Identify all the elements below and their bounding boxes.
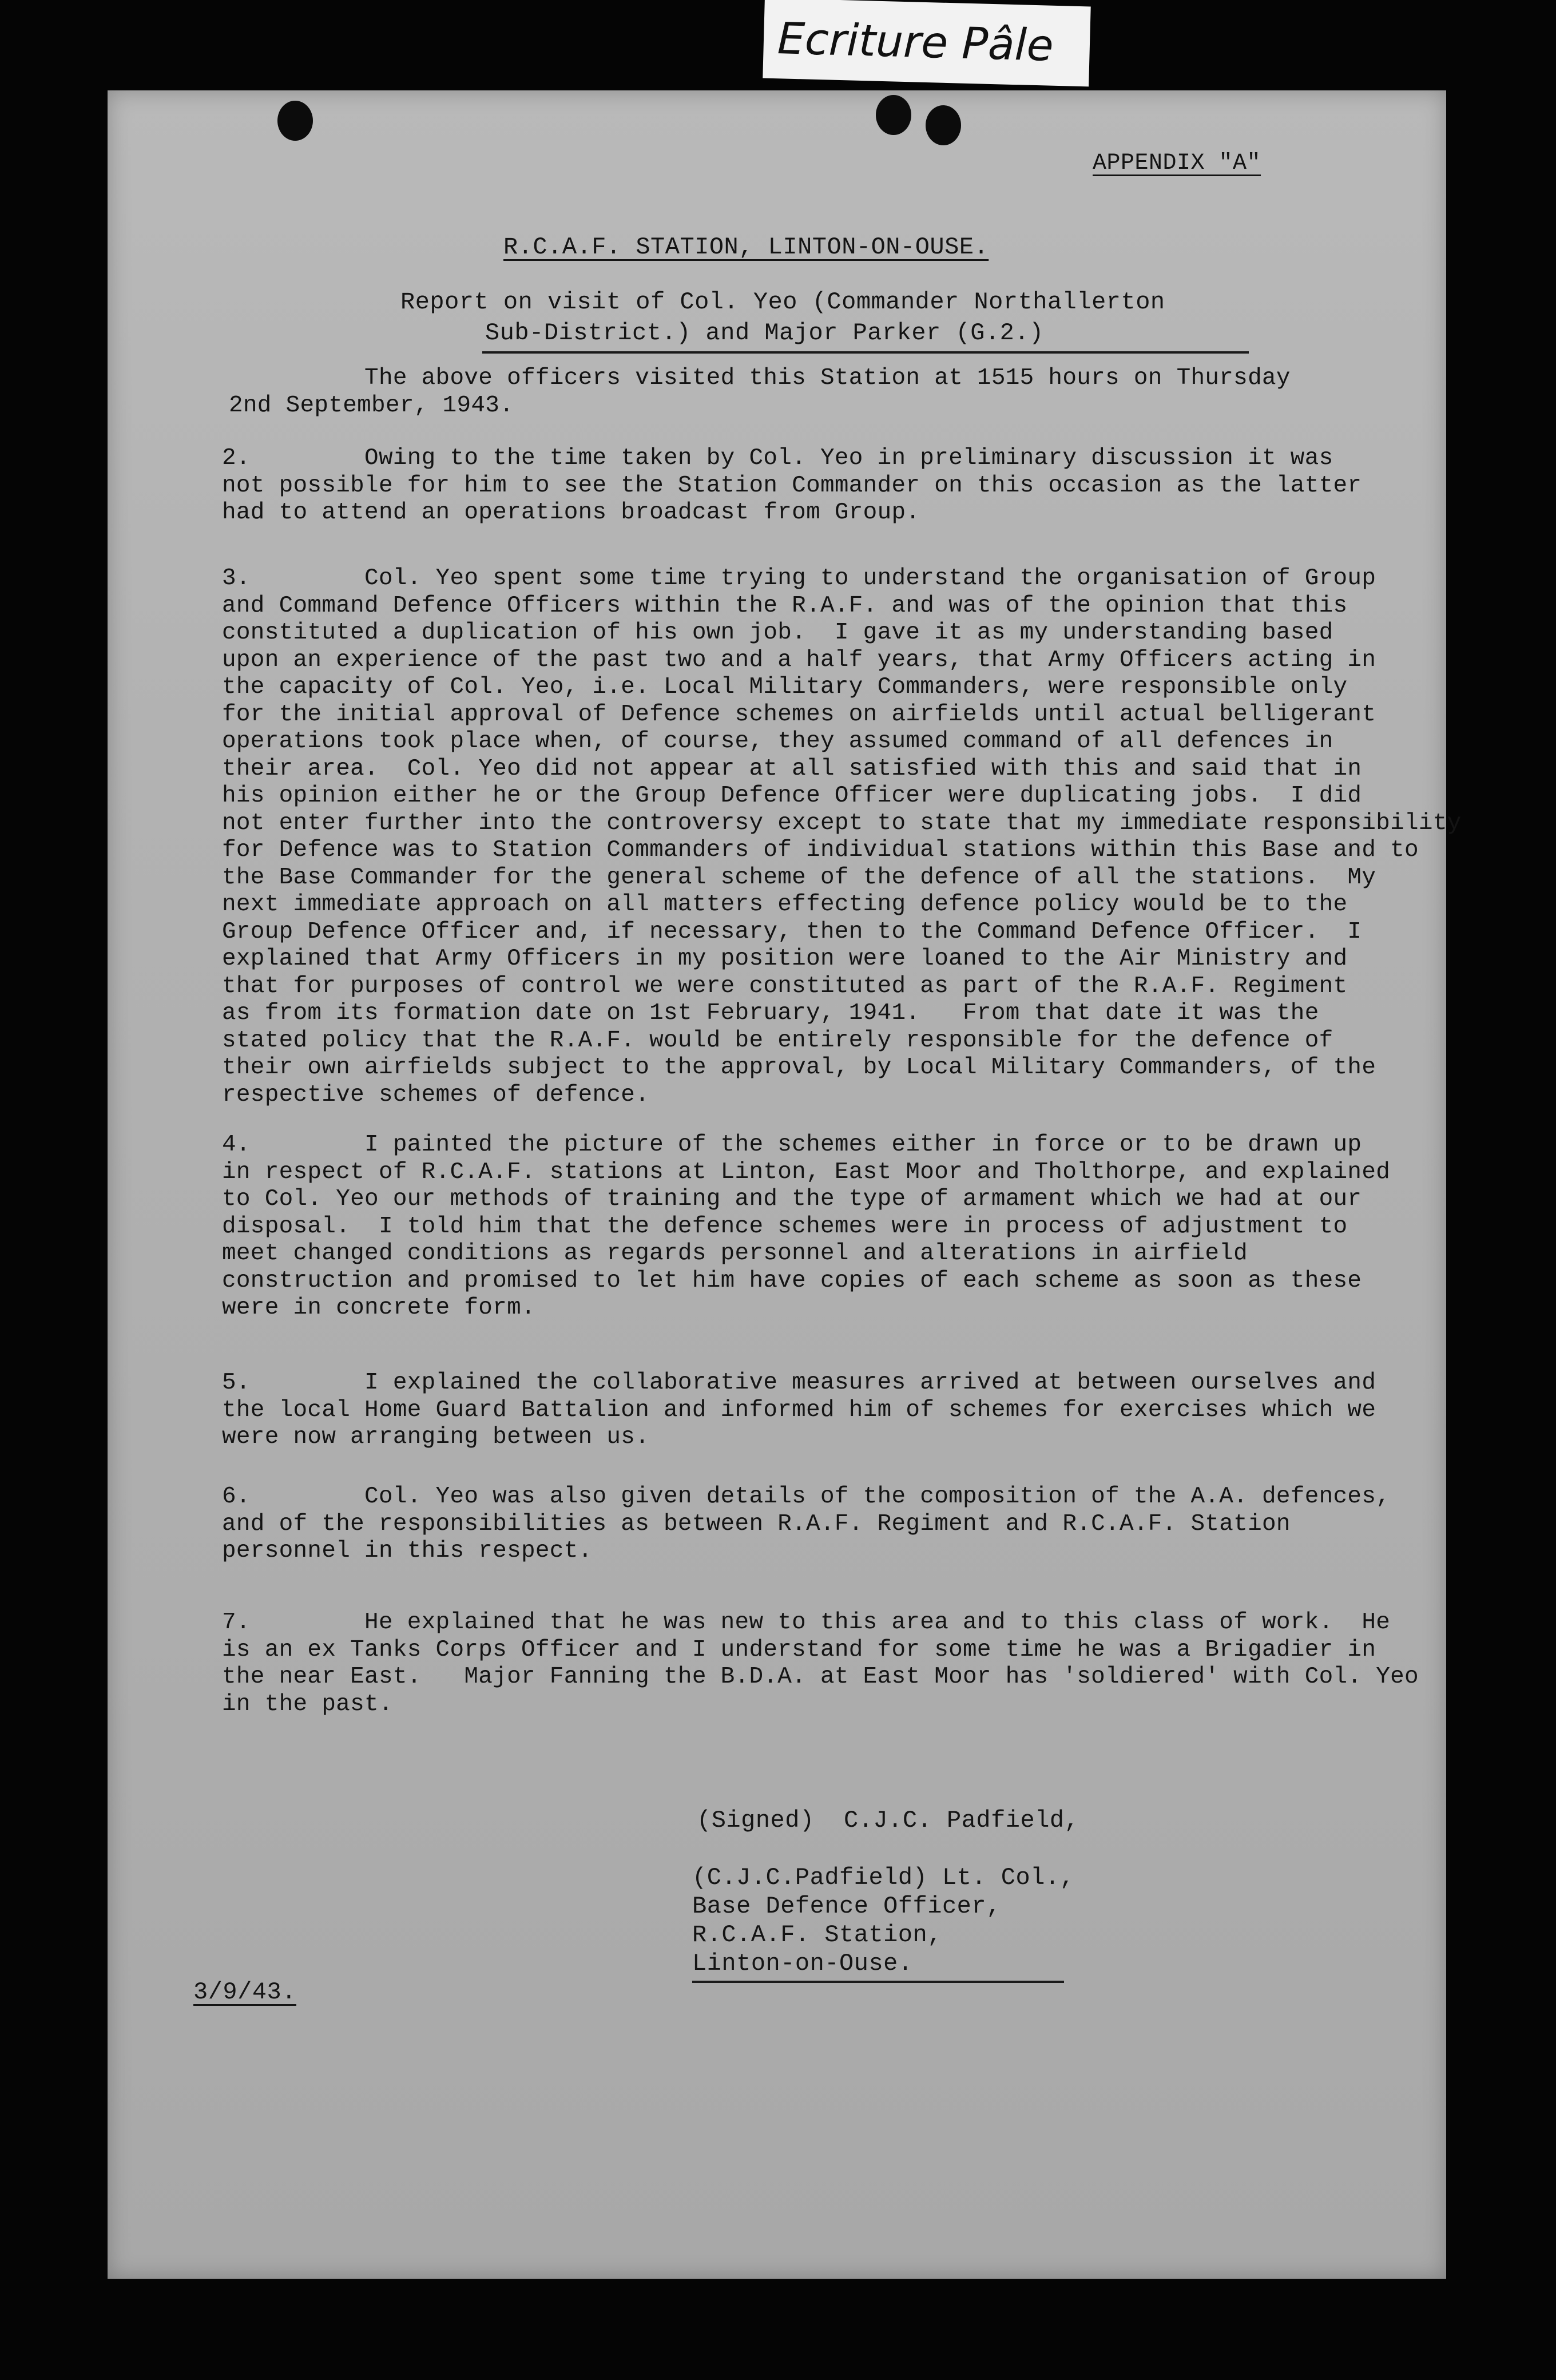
signature-name: (C.J.C.Padfield) Lt. Col., [692,1864,1075,1891]
paragraph-4-line: construction and promised to let him have copies of each scheme as soon as these [222,1267,1362,1294]
paragraph-7-line: in the past. [222,1691,393,1717]
appendix-label: APPENDIX "A" [1093,150,1261,176]
document-date: 3/9/43. [193,1978,296,2006]
paragraph-4-line: in respect of R.C.A.F. stations at Linton, East Moor and Tholthorpe, and explained [222,1159,1391,1185]
paragraph-3-line: stated policy that the R.A.F. would be entirely responsible for the defence of [222,1027,1333,1054]
paragraph-5-line: 5. I explained the collaborative measures arrived at between ourselves and [222,1370,1376,1396]
paragraph-7-line: 7. He explained that he was new to this area and to this class of work. He [222,1609,1391,1636]
paragraph-4-line: were in concrete form. [222,1295,535,1321]
paragraph-2-line: had to attend an operations broadcast from Group. [222,499,920,526]
subtitle-underline [482,351,1249,354]
paragraph-6-line: personnel in this respect. [222,1538,593,1564]
signature-location: Linton-on-Ouse. [692,1950,913,1977]
paragraph-6-line: 6. Col. Yeo was also given details of the composition of the A.A. defences, [222,1483,1391,1510]
signed-line: (Signed) C.J.C. Padfield, [697,1807,1079,1834]
paragraph-3-line: and Command Defence Officers within the R.A.F. and was of the opinion that this [222,592,1348,619]
subtitle-line-2: Sub-District.) and Major Parker (G.2.) [485,319,1044,347]
paragraph-4-line: to Col. Yeo our methods of training and the type of armament which we had at our [222,1186,1362,1212]
paragraph-3-line: their own airfields subject to the approval, by Local Military Commanders, of the [222,1054,1376,1081]
paragraph-4-line: meet changed conditions as regards personnel and alterations in airfield [222,1240,1248,1267]
paragraph-7-line: the near East. Major Fanning the B.D.A. at East Moor has 'soldiered' with Col. Yeo [222,1664,1419,1690]
subtitle-line-1: Report on visit of Col. Yeo (Commander Northallerton [400,288,1165,316]
paragraph-7-line: is an ex Tanks Corps Officer and I understand for some time he was a Brigadier in [222,1636,1376,1663]
paragraph-3-line: respective schemes of defence. [222,1081,650,1108]
document-page [108,90,1462,2279]
signature-title: Base Defence Officer, [692,1893,1001,1920]
document-title: R.C.A.F. STATION, LINTON-ON-OUSE. [503,233,989,261]
paragraph-3-line: the Base Commander for the general scheme of the defence of all the stations. My [222,864,1376,891]
paragraph-2-line: not possible for him to see the Station Commander on this occasion as the latter [222,472,1362,499]
signature-underline [692,1981,1064,1983]
archive-label: Ecriture Pâle [763,0,1090,86]
paragraph-3-line: upon an experience of the past two and a half years, that Army Officers acting in [222,646,1376,673]
paragraph-3-line: Group Defence Officer and, if necessary, then to the Command Defence Officer. I [222,918,1362,945]
paragraph-1-line: The above officers visited this Station at 1515 hours on Thursday [222,365,1291,391]
paragraph-3-line: for the initial approval of Defence schemes on airfields until actual belligerant [222,701,1376,728]
paragraph-3-line: explained that Army Officers in my position were loaned to the Air Ministry and [222,946,1348,972]
paragraph-6-line: and of the responsibilities as between R.A.F. Regiment and R.C.A.F. Station [222,1510,1291,1537]
paragraph-3-line: the capacity of Col. Yeo, i.e. Local Military Commanders, were responsible only [222,674,1348,700]
paragraph-3-line: that for purposes of control we were constituted as part of the R.A.F. Regiment [222,973,1348,999]
paragraph-5-line: the local Home Guard Battalion and informed him of schemes for exercises which we [222,1397,1376,1423]
paragraph-2-line: 2. Owing to the time taken by Col. Yeo in preliminary discussion it was [222,445,1333,471]
punch-hole [876,95,911,135]
paragraph-3-line: not enter further into the controversy except to state that my immediate responsibility [222,810,1462,836]
paragraph-3-line: his opinion either he or the Group Defence Officer were duplicating jobs. I did [222,783,1362,809]
paragraph-3-line: as from its formation date on 1st February, 1941. From that date it was the [222,1000,1319,1026]
punch-hole [277,101,313,141]
paragraph-4-line: disposal. I told him that the defence schemes were in process of adjustment to [222,1213,1348,1240]
paragraph-4-line: 4. I painted the picture of the schemes either in force or to be drawn up [222,1132,1362,1158]
punch-hole [926,105,961,145]
paragraph-1-line: 2nd September, 1943. [229,392,514,419]
paragraph-3-line: next immediate approach on all matters effecting defence policy would be to the [222,891,1348,918]
signature-station: R.C.A.F. Station, [692,1921,942,1949]
paragraph-5-line: were now arranging between us. [222,1424,650,1450]
paragraph-3-line: their area. Col. Yeo did not appear at all satisfied with this and said that in [222,755,1362,782]
paragraph-3-line: constituted a duplication of his own job. I gave it as my understanding based [222,620,1333,646]
paragraph-3-line: 3. Col. Yeo spent some time trying to understand the organisation of Group [222,565,1376,592]
paragraph-3-line: for Defence was to Station Commanders of individual stations within this Base and to [222,837,1419,863]
paragraph-3-line: operations took place when, of course, they assumed command of all defences in [222,728,1333,755]
